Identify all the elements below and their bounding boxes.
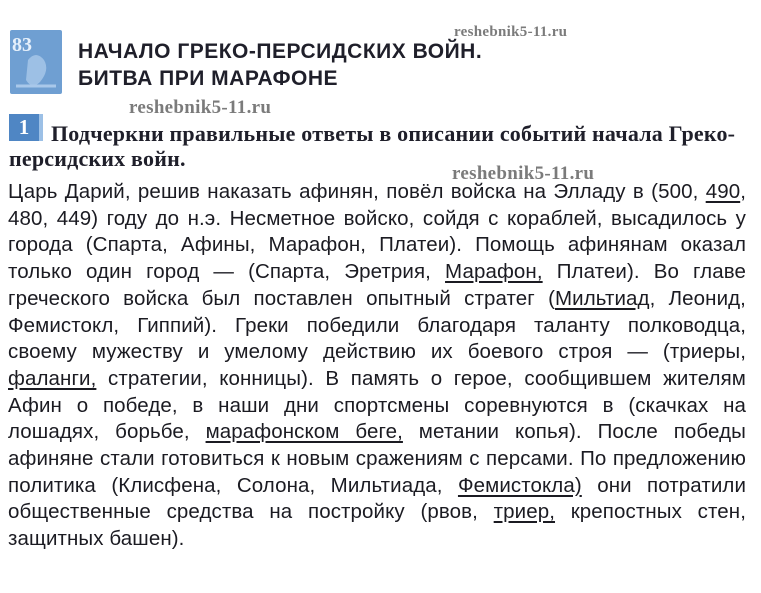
- passage-text: , 480, 449) году до н.э. Несметное войско, сойдя с кораблей, высадилось у города (Спарта, Афины, Марафон, Платеи). Помощь афинянам оказал только один город — (Спарта, Эретрия,: [8, 180, 746, 284]
- underlined-answer: Фемистокла): [457, 473, 582, 497]
- task-instruction: [9, 121, 749, 171]
- exercise-passage: [8, 179, 746, 553]
- underlined-answer: 490: [705, 180, 741, 203]
- page-title-line-1: НАЧАЛО ГРЕКО-ПЕРСИДСКИХ ВОЙН.: [78, 40, 483, 63]
- task-instruction-text: Подчеркни правильные ответы в описании событий начала Греко-персидских войн.: [9, 121, 736, 171]
- passage-text: , Леонид, Фемистокл, Гиппий). Греки победили благодаря таланту полководца, своему мужеству и умелому действию их боевого строя — (триеры,: [8, 286, 746, 364]
- page-title-line-2: БИТВА ПРИ МАРАФОНЕ: [78, 67, 339, 90]
- passage-text: Царь Дарий, решив наказать афинян, повёл войска на Элладу в (500,: [8, 180, 706, 203]
- underlined-answer: Марафон,: [445, 260, 543, 284]
- passage-text: метании копья). После победы афиняне стали готовиться к новым сражениям с персами. По предложению политика (Клисфена, Солона, Мильтиада,: [8, 420, 746, 497]
- section-number: 83: [12, 34, 32, 56]
- underlined-answer: марафонском беге,: [205, 420, 403, 444]
- watermark: reshebnik5-11.ru: [454, 24, 568, 40]
- passage-text: стратегии, конницы). В память о герое, сообщившем жителям Афин о победе, в наши дни спортсмены соревнуются в (скачках на лошадях, борьбе,: [8, 366, 746, 444]
- section-number-badge: [10, 30, 62, 94]
- underlined-answer: Мильтиад: [555, 286, 650, 310]
- task-number-badge: 1: [9, 114, 39, 141]
- passage-text: крепостных стен, защитных башен).: [8, 500, 746, 551]
- passage-text: они потратили общественные средства на постройку (рвов,: [8, 473, 746, 524]
- watermark: reshebnik5-11.ru: [129, 97, 272, 118]
- underlined-answer: триер,: [493, 500, 556, 524]
- page-title: [78, 38, 482, 92]
- underlined-answer: фаланги,: [8, 366, 97, 390]
- passage-text: Платеи). Во главе греческого войска был поставлен опытный стратег (: [8, 260, 747, 310]
- watermark: reshebnik5-11.ru: [452, 163, 595, 184]
